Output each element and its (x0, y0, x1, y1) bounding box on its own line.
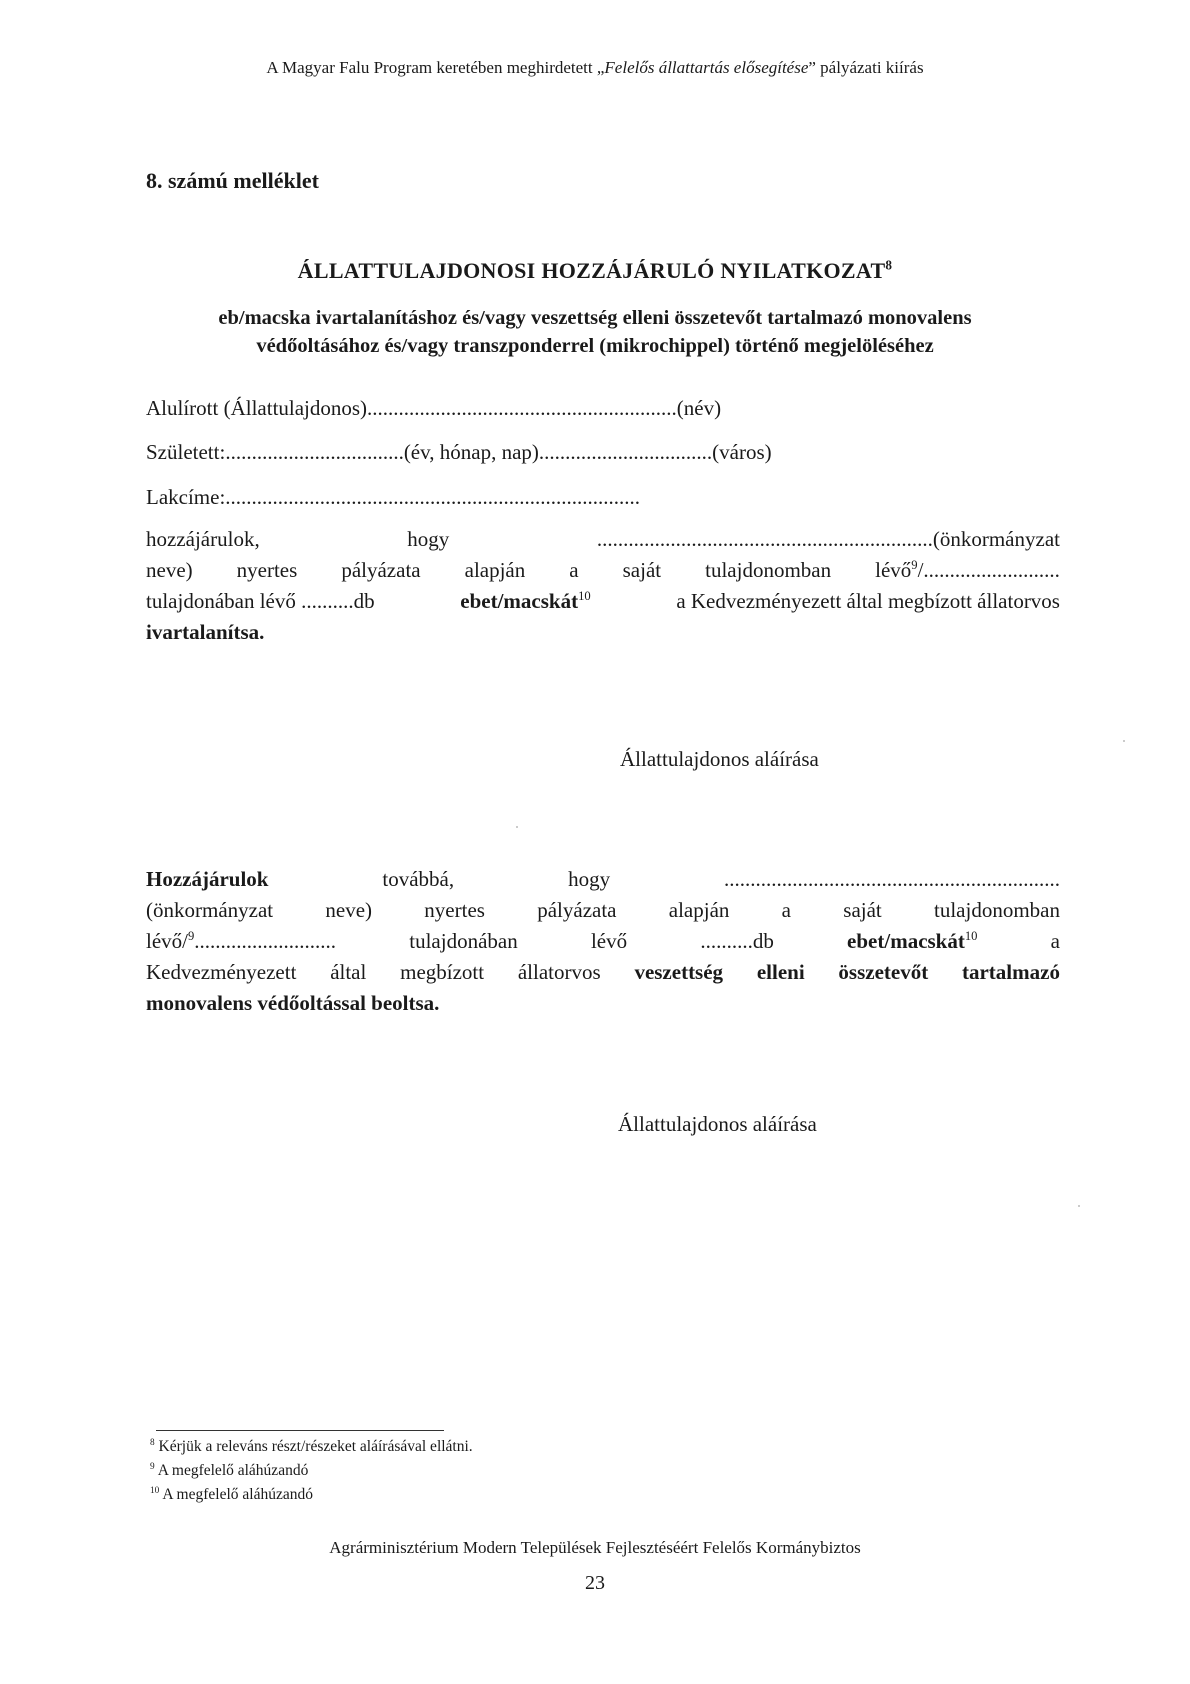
page-footer: Agrárminisztérium Modern Települések Fejlesztéséért Felelős Kormánybiztos (329, 1538, 861, 1557)
consent1-word: saját (622, 558, 662, 582)
consent1-vet-text: a Kedvezményezett által megbízott állatorvos (676, 589, 1060, 613)
consent2-word: összetevőt (838, 960, 929, 984)
municipality-name-blank[interactable]: ................................................................(önkormányzat (596, 527, 1060, 551)
birth-field[interactable]: Született:..................................(év, hónap, nap).................................(város) (146, 440, 772, 464)
consent2-word: Kedvezményezett (146, 960, 297, 984)
consent2-word: tulajdonában (409, 929, 518, 953)
address-field[interactable]: Lakcíme:............................................................................... (146, 485, 641, 509)
consent1-animal-type: ebet/macskát$^{10}$ (460, 589, 591, 613)
footnote-divider (156, 1430, 444, 1431)
signature-label-1: Állattulajdonos aláírása (620, 747, 819, 771)
consent2-line-1 (146, 864, 1060, 895)
consent1-line-2 (146, 555, 1060, 586)
consent2-word: tartalmazó (961, 960, 1060, 984)
consent1-word: pályázata (341, 558, 421, 582)
consent1-line-1 (146, 524, 1060, 555)
consent2-line-3 (146, 926, 1060, 957)
consent2-action: monovalens védőoltással beoltsa. (146, 991, 440, 1015)
footnote-8: $^8$ Kérjük a releváns részt/részeket aláírásával ellátni. (150, 1437, 473, 1455)
municipality-name-blank-2[interactable]: ................................................................ (723, 867, 1060, 891)
consent2-word: neve) (325, 898, 373, 922)
consent1-own-other-blank[interactable]: lévő$^9$/.......................... (875, 558, 1060, 582)
consent1-word: tulajdonomban (705, 558, 832, 582)
owner-name-field[interactable]: Alulírott (Állattulajdonos)...........................................................(név) (146, 396, 722, 420)
consent1-line-4 (146, 617, 1060, 648)
footnote-9: $^9$ A megfelelő aláhúzandó (150, 1461, 309, 1479)
animal-count-blank-2[interactable]: ..........db (700, 929, 774, 953)
consent2-word: a (781, 898, 791, 922)
header-suffix: ” pályázati kiírás (808, 58, 924, 77)
consent2-word: által (330, 960, 367, 984)
consent1-line-3 (146, 586, 1060, 617)
consent2-word: veszettség (634, 960, 724, 984)
consent2-word: (önkormányzat (146, 898, 274, 922)
consent1-word: hozzájárulok, (146, 527, 260, 551)
neutering-consent-paragraph (146, 524, 1060, 648)
consent2-word: megbízott (400, 960, 485, 984)
consent2-line-2 (146, 895, 1060, 926)
consent2-word: saját (843, 898, 882, 922)
consent2-word: lévő (590, 929, 628, 953)
consent2-word: a (1050, 929, 1060, 953)
consent2-word: Hozzájárulok (146, 867, 269, 891)
signature-label-2: Állattulajdonos aláírása (618, 1112, 817, 1136)
consent2-word: pályázata (537, 898, 617, 922)
footnote-10: $^{10}$ A megfelelő aláhúzandó (150, 1485, 313, 1503)
scan-speck (1078, 1205, 1080, 1207)
consent2-word: hogy (568, 867, 611, 891)
consent1-word: a (569, 558, 579, 582)
consent1-word: neve) (146, 558, 193, 582)
consent1-word: alapján (464, 558, 526, 582)
consent1-action: ivartalanítsa. (146, 620, 265, 644)
document-title (0, 258, 1190, 284)
subtitle-line-2: védőoltásához és/vagy transzponderrel (mikrochippel) történő megjelöléséhez (256, 335, 934, 357)
consent2-word: nyertes (424, 898, 485, 922)
consent1-word: hogy (407, 527, 450, 551)
annex-label: 8. számú melléklet (146, 168, 319, 193)
page-number: 23 (585, 1572, 605, 1594)
scan-speck (516, 826, 518, 828)
header-program-title: Felelős állattartás elősegítése (604, 58, 809, 77)
consent2-own-other-blank[interactable]: lévő/$^9$........................... (146, 929, 337, 953)
consent2-line-4 (146, 957, 1060, 988)
consent2-word: állatorvos (517, 960, 601, 984)
consent1-word: nyertes (236, 558, 298, 582)
consent2-word: elleni (756, 960, 805, 984)
consent2-word: tulajdonomban (934, 898, 1060, 922)
consent2-line-5 (146, 988, 1060, 1019)
scan-speck (1123, 740, 1125, 742)
animal-count-blank[interactable]: tulajdonában lévő ..........db (146, 589, 375, 613)
document-subtitle (130, 304, 1060, 360)
vaccination-consent-paragraph (146, 864, 1060, 1019)
consent2-word: továbbá, (382, 867, 455, 891)
page-header (0, 58, 1190, 78)
header-prefix: A Magyar Falu Program keretében meghirdetett „ (266, 58, 605, 77)
title-footnote-ref: 8 (885, 257, 893, 273)
consent2-animal-type: ebet/macskát$^{10}$ (847, 929, 978, 953)
subtitle-line-1: eb/macska ivartalanításhoz és/vagy veszettség elleni összetevőt tartalmazó monovalens (218, 307, 972, 329)
consent2-word: alapján (668, 898, 730, 922)
document-title-text: ÁLLATTULAJDONOSI HOZZÁJÁRULÓ NYILATKOZAT (297, 258, 886, 283)
